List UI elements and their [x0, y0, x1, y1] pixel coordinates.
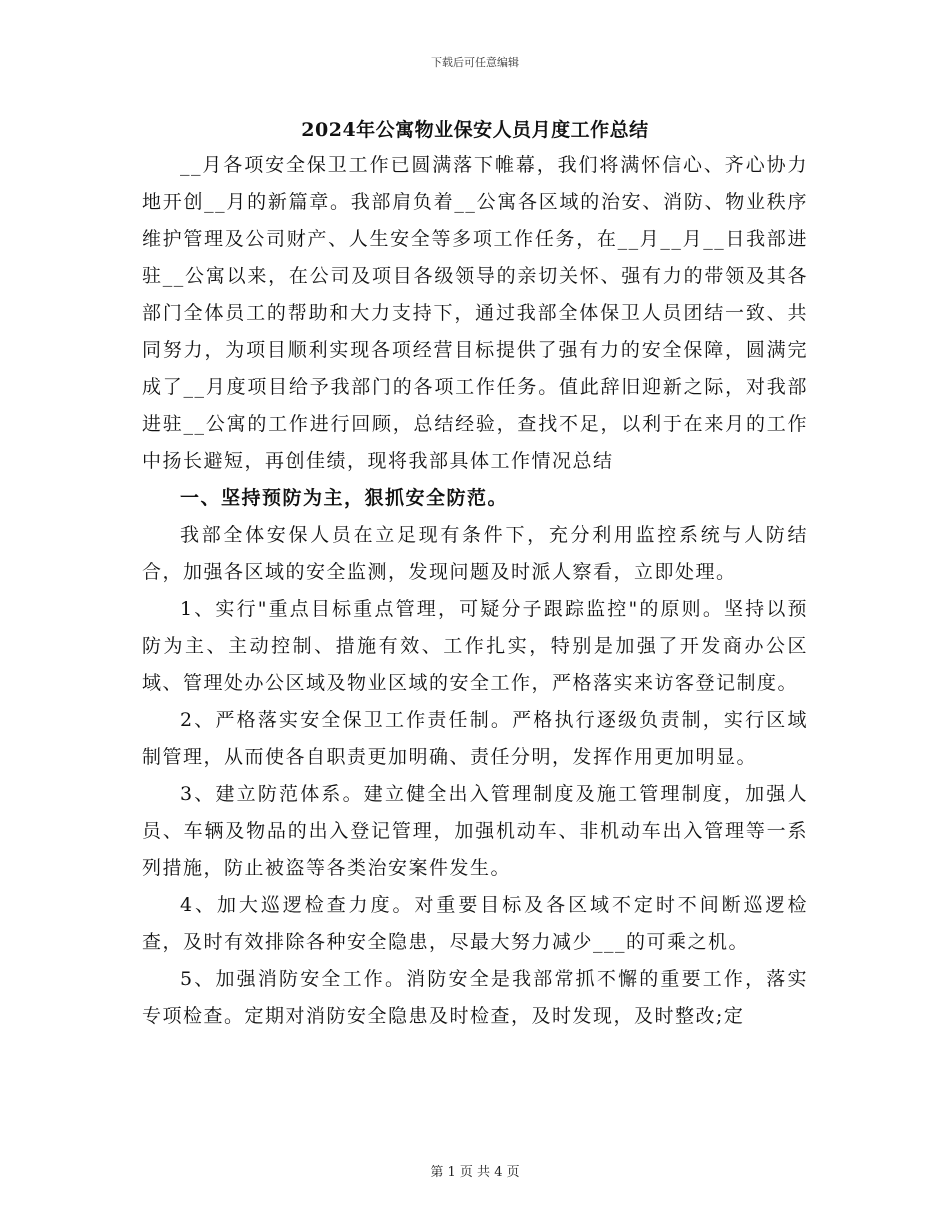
paragraph-item-2: 2、严格落实安全保卫工作责任制。严格执行逐级负责制，实行区域制管理，从而使各自职责更加明确、责任分明，发挥作用更加明显。	[142, 709, 808, 768]
paragraph-intro: __月各项安全保卫工作已圆满落下帷幕，我们将满怀信心、齐心协力地开创__月的新篇章。我部肩负着__公寓各区域的治安、消防、物业秩序维护管理及公司财产、人生安全等多项工作任务，在__月__月__日我部进驻__公寓以来，在公司及项目各级领导的亲切关怀、强有力的带领及其各部门全体员工的帮助和大力支持下，通过我部全体保卫人员团结一致、共同努力，为项目顺利实现各项经营目标提供了强有力的安全保障，圆满完成了__月度项目给予我部门的各项工作任务。值此辞旧迎新之际，对我部进驻__公寓的工作进行回顾，总结经验，查找不足，以利于在来月的工作中扬长避短，再创佳绩，现将我部具体工作情况总结	[142, 154, 808, 472]
page-header-note: 下载后可任意编辑	[431, 56, 519, 69]
section-heading-1: 一、坚持预防为主，狠抓安全防范。	[180, 487, 509, 509]
paragraph-item-3: 3、建立防范体系。建立健全出入管理制度及施工管理制度，加强人员、车辆及物品的出入登记管理，加强机动车、非机动车出入管理等一系列措施，防止被盗等各类治安案件发生。	[142, 783, 808, 879]
paragraph-item-1: 1、实行"重点目标重点管理，可疑分子跟踪监控"的原则。坚持以预防为主、主动控制、措施有效、工作扎实，特别是加强了开发商办公区域、管理处办公区域及物业区域的安全工作，严格落实来访客登记制度。	[142, 598, 808, 694]
paragraph-item-5: 5、加强消防安全工作。消防安全是我部常抓不懈的重要工作，落实专项检查。定期对消防安全隐患及时检查，及时发现，及时整改;定	[142, 968, 808, 1027]
page-number: 第 1 页 共 4 页	[430, 1165, 520, 1180]
document-body	[142, 147, 808, 1035]
paragraph: 我部全体安保人员在立足现有条件下，充分利用监控系统与人防结合，加强各区域的安全监测，发现问题及时派人察看，立即处理。	[142, 524, 808, 583]
paragraph-item-4: 4、加大巡逻检查力度。对重要目标及各区域不定时不间断巡逻检查，及时有效排除各种安全隐患，尽最大努力减少___的可乘之机。	[142, 894, 808, 953]
document-title: 2024年公寓物业保安人员月度工作总结	[301, 119, 649, 141]
